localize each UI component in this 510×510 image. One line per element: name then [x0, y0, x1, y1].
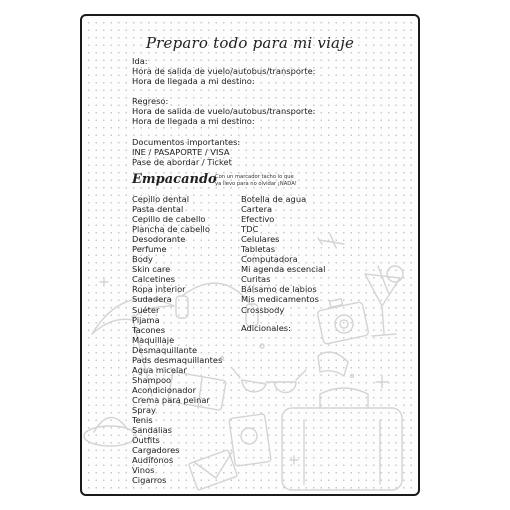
packing-item[interactable]: Plancha de cabello: [132, 224, 210, 235]
packing-item[interactable]: Shampoo: [132, 374, 172, 385]
packing-item[interactable]: Body: [132, 254, 153, 265]
hat-icon: [84, 417, 136, 446]
packing-item[interactable]: Mis medicamentos: [241, 294, 319, 305]
packing-item[interactable]: Skin care: [132, 264, 171, 275]
packing-item[interactable]: Maquillaje: [132, 334, 175, 345]
packing-item[interactable]: Pads desmaquillantes: [132, 354, 223, 365]
cocktail-icon: [365, 266, 403, 336]
packing-item[interactable]: Bálsamo de labios: [241, 284, 317, 295]
packing-item[interactable]: Efectivo: [241, 214, 275, 225]
regreso-label: Regreso:: [132, 96, 169, 106]
documents-ticket-line: Pase de abordar / Ticket: [132, 157, 232, 168]
packing-item[interactable]: Cargadores: [132, 445, 180, 456]
packing-item[interactable]: Cepillo dental: [132, 194, 190, 204]
sunglasses-icon: [232, 368, 306, 393]
suitcase-icon: [282, 352, 402, 490]
packing-item[interactable]: Ropa interior: [132, 284, 186, 295]
packing-item[interactable]: Vinos: [132, 465, 155, 476]
packing-item[interactable]: TDC: [241, 224, 259, 235]
packing-list-right: [241, 194, 325, 315]
packing-item[interactable]: Pijama: [132, 314, 160, 325]
packing-item[interactable]: Botella de agua: [241, 194, 307, 204]
packing-item[interactable]: Desodorante: [132, 234, 186, 245]
packing-item[interactable]: Desmaquillante: [132, 344, 198, 355]
packing-item[interactable]: Cartera: [241, 204, 273, 215]
packing-item[interactable]: Tabletas: [241, 244, 276, 255]
packing-item[interactable]: Cepillo de cabello: [132, 214, 206, 225]
packing-item[interactable]: Perfume: [132, 244, 167, 255]
packing-item[interactable]: Cigarros: [132, 475, 167, 486]
packing-item[interactable]: Crossbody: [241, 304, 285, 315]
packing-item[interactable]: Spray: [132, 404, 156, 415]
packing-list-left: [132, 194, 222, 485]
planner-sheet: [80, 14, 420, 496]
packing-item[interactable]: Acondicionador: [132, 384, 197, 395]
packing-item[interactable]: Computadora: [241, 254, 298, 265]
ida-arrival-field[interactable]: Hora de llegada a mi destino:: [132, 76, 255, 87]
documents-section: [132, 137, 240, 167]
packing-item[interactable]: Curitas: [241, 274, 271, 285]
trip-ida-section: [132, 56, 315, 86]
packing-note-line2: ya llevo para no olvidar ¡NADA!: [215, 181, 297, 187]
ida-departure-field[interactable]: Hora de salida de vuelo/autobus/transporte:: [132, 66, 316, 77]
documents-label: Documentos importantes:: [132, 137, 241, 147]
page-title: Preparo todo para mi viaje: [145, 34, 355, 52]
passport-icon: [229, 414, 271, 467]
regreso-departure-field[interactable]: Hora de salida de vuelo/autobus/transporte:: [132, 106, 316, 117]
packing-item[interactable]: Calcetines: [132, 274, 176, 285]
ida-label: Ida:: [132, 56, 148, 66]
packing-note-line1: Con un marcador tacho lo que: [215, 174, 294, 180]
regreso-arrival-field[interactable]: Hora de llegada a mi destino:: [132, 116, 255, 127]
packing-item[interactable]: Mi agenda escencial: [241, 264, 326, 275]
packing-item[interactable]: Pasta dental: [132, 204, 184, 215]
packing-item[interactable]: Sandalias: [132, 425, 172, 436]
packing-item[interactable]: Audífonos: [132, 455, 174, 466]
packing-item[interactable]: Crema para peinar: [132, 394, 210, 405]
trip-regreso-section: [132, 96, 315, 126]
packing-item[interactable]: Celulares: [241, 234, 280, 245]
packing-item[interactable]: Tacones: [132, 324, 166, 335]
documents-id-line: INE / PASAPORTE / VISA: [132, 147, 230, 158]
packing-item[interactable]: Sudadera: [132, 294, 172, 305]
additional-label: Adicionales:: [241, 323, 291, 333]
packing-item[interactable]: Suéter: [132, 304, 160, 315]
packing-item[interactable]: Tenis: [132, 415, 153, 426]
packing-item[interactable]: Agua micelar: [132, 364, 187, 375]
packing-item[interactable]: Outfits: [132, 435, 160, 446]
packing-title: Empacando: [132, 172, 217, 187]
